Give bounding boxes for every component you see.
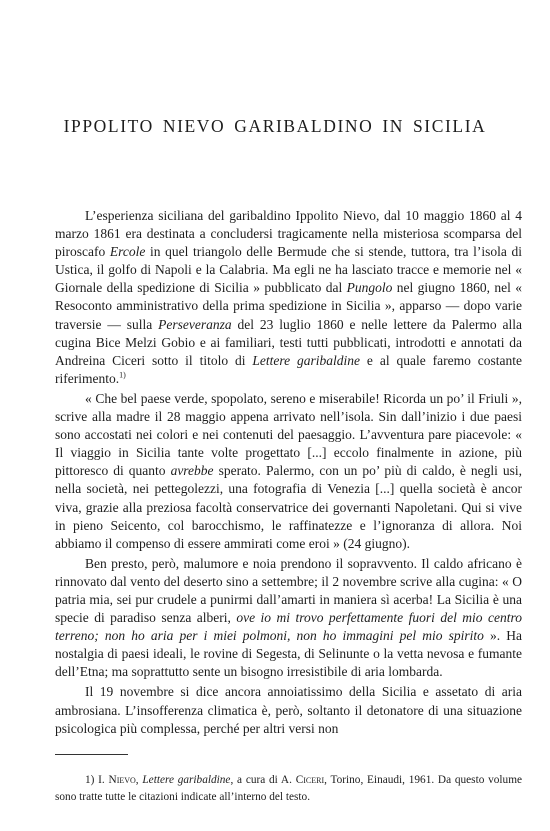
text-run: sperato. Palermo, con un po’ più di caldo, è negli usi, nella società, nei pettegolezzi, una fotografia di Venezia [...] quella società è ancor viva, grazie alla preziosa facoltà conservatrice dei governanti Napoletani. Qui si vive in pieno Seicento, col barocchismo, le raffinatezze e l’ignoranza di allora. Noi abbiamo il compenso di essere ammirati come eroi » (24 giugno).: [55, 463, 523, 551]
text-run: e al quale faremo costante riferimento.: [55, 352, 522, 386]
text-run: Ben presto, però, malumore e noia prendono il sopravvento. Il caldo africano è rinnovato dal vento del deserto sino a settembre; il 2 novembre scrive alla cugina: « O patria mia, sei pur crudele a punirmi dall’amarti in maniera sì acerba! La Sicilia è una specie di paradiso senza alberi,: [55, 555, 522, 626]
italic-text: Lettere garibaldine: [142, 774, 231, 786]
footnote-ref: 1): [119, 370, 126, 380]
text-run: ». Ha nostalgia di paesi ideali, le rovine di Segesta, di Selinunte o la vetta nevosa e fumante dell’Etna; ma soprattutto sente un bisogno irresistibile di aria lombarda.: [55, 628, 522, 680]
italic-text: Perseveranza: [158, 316, 232, 332]
text-run: L’esperienza siciliana del garibaldino Ippolito Nievo, dal 10 maggio 1860 al 4 marzo 1861 era destinata a concludersi tragicamente nella misteriosa scomparsa del piroscafo: [55, 208, 522, 260]
author-name: Nievo: [108, 774, 136, 786]
text-run: Il 19 novembre si dice ancora annoiatissimo della Sicilia e assetato di aria ambrosiana. L’insofferenza climatica è, però, soltanto il detonatore di una situazione psicologica più complessa, perché per altri versi non: [55, 684, 522, 736]
italic-text: Pungolo: [346, 280, 393, 296]
text-run: nel giugno 1860, nel « Resoconto amministrativo della prima spedizione in Sicilia », apparso — dopo varie traversie — sulla: [55, 280, 522, 332]
text-run: in quel triangolo delle Bermude che si stende, tuttora, tra l’isola di Ustica, il golfo di Napoli e la Calabria. Ma egli ne ha lasciato tracce e memorie nel « Giornale della spedizione di Sicilia » pubblicato dal: [55, 244, 522, 296]
italic-text: ove io mi trovo perfettamente fuori del mio centro terreno; non ho aria per i miei polmoni, non ho immagini pel mio spirito: [55, 610, 522, 644]
footnote: [55, 772, 522, 805]
text-run: ,: [135, 774, 143, 786]
footnote-divider: [55, 754, 128, 755]
paragraph: [55, 207, 522, 388]
text-run: 1) I.: [85, 774, 109, 786]
paragraph: [55, 683, 522, 737]
italic-text: avrebbe: [170, 463, 214, 479]
text-run: « Che bel paese verde, spopolato, sereno e miserabile! Ricorda un po’ il Friuli », scrive alla madre il 28 maggio appena arrivato nell’isola. Sin dall’inizio i due paesi sono accostati nei colori e nei contenuti del paesaggio. L’avventura pare piacevole: « Il viaggio in Sicilia tante volte progettato [...] eccolo finalmente in azione, più pittoresco di quanto: [55, 390, 522, 479]
italic-text: Ercole: [109, 244, 146, 260]
text-run: , a cura di A.: [230, 774, 296, 786]
paragraph: [55, 555, 522, 682]
text-run: , Torino, Einaudi, 1961. Da questo volume sono tratte tutte le citazioni indicate all’interno del testo.: [55, 774, 523, 803]
body-text: [55, 207, 522, 738]
italic-text: Lettere garibaldine: [252, 352, 361, 368]
paragraph: [55, 390, 522, 553]
author-name: Ciceri: [295, 774, 325, 786]
text-run: del 23 luglio 1860 e nelle lettere da Palermo alla cugina Bice Melzi Gobio e ai familiari, testi tutti pubblicati, introdotti e annotati da Andreina Ciceri sotto il titolo di: [55, 316, 522, 368]
page-title: IPPOLITO NIEVO GARIBALDINO IN SICILIA: [63, 116, 487, 136]
